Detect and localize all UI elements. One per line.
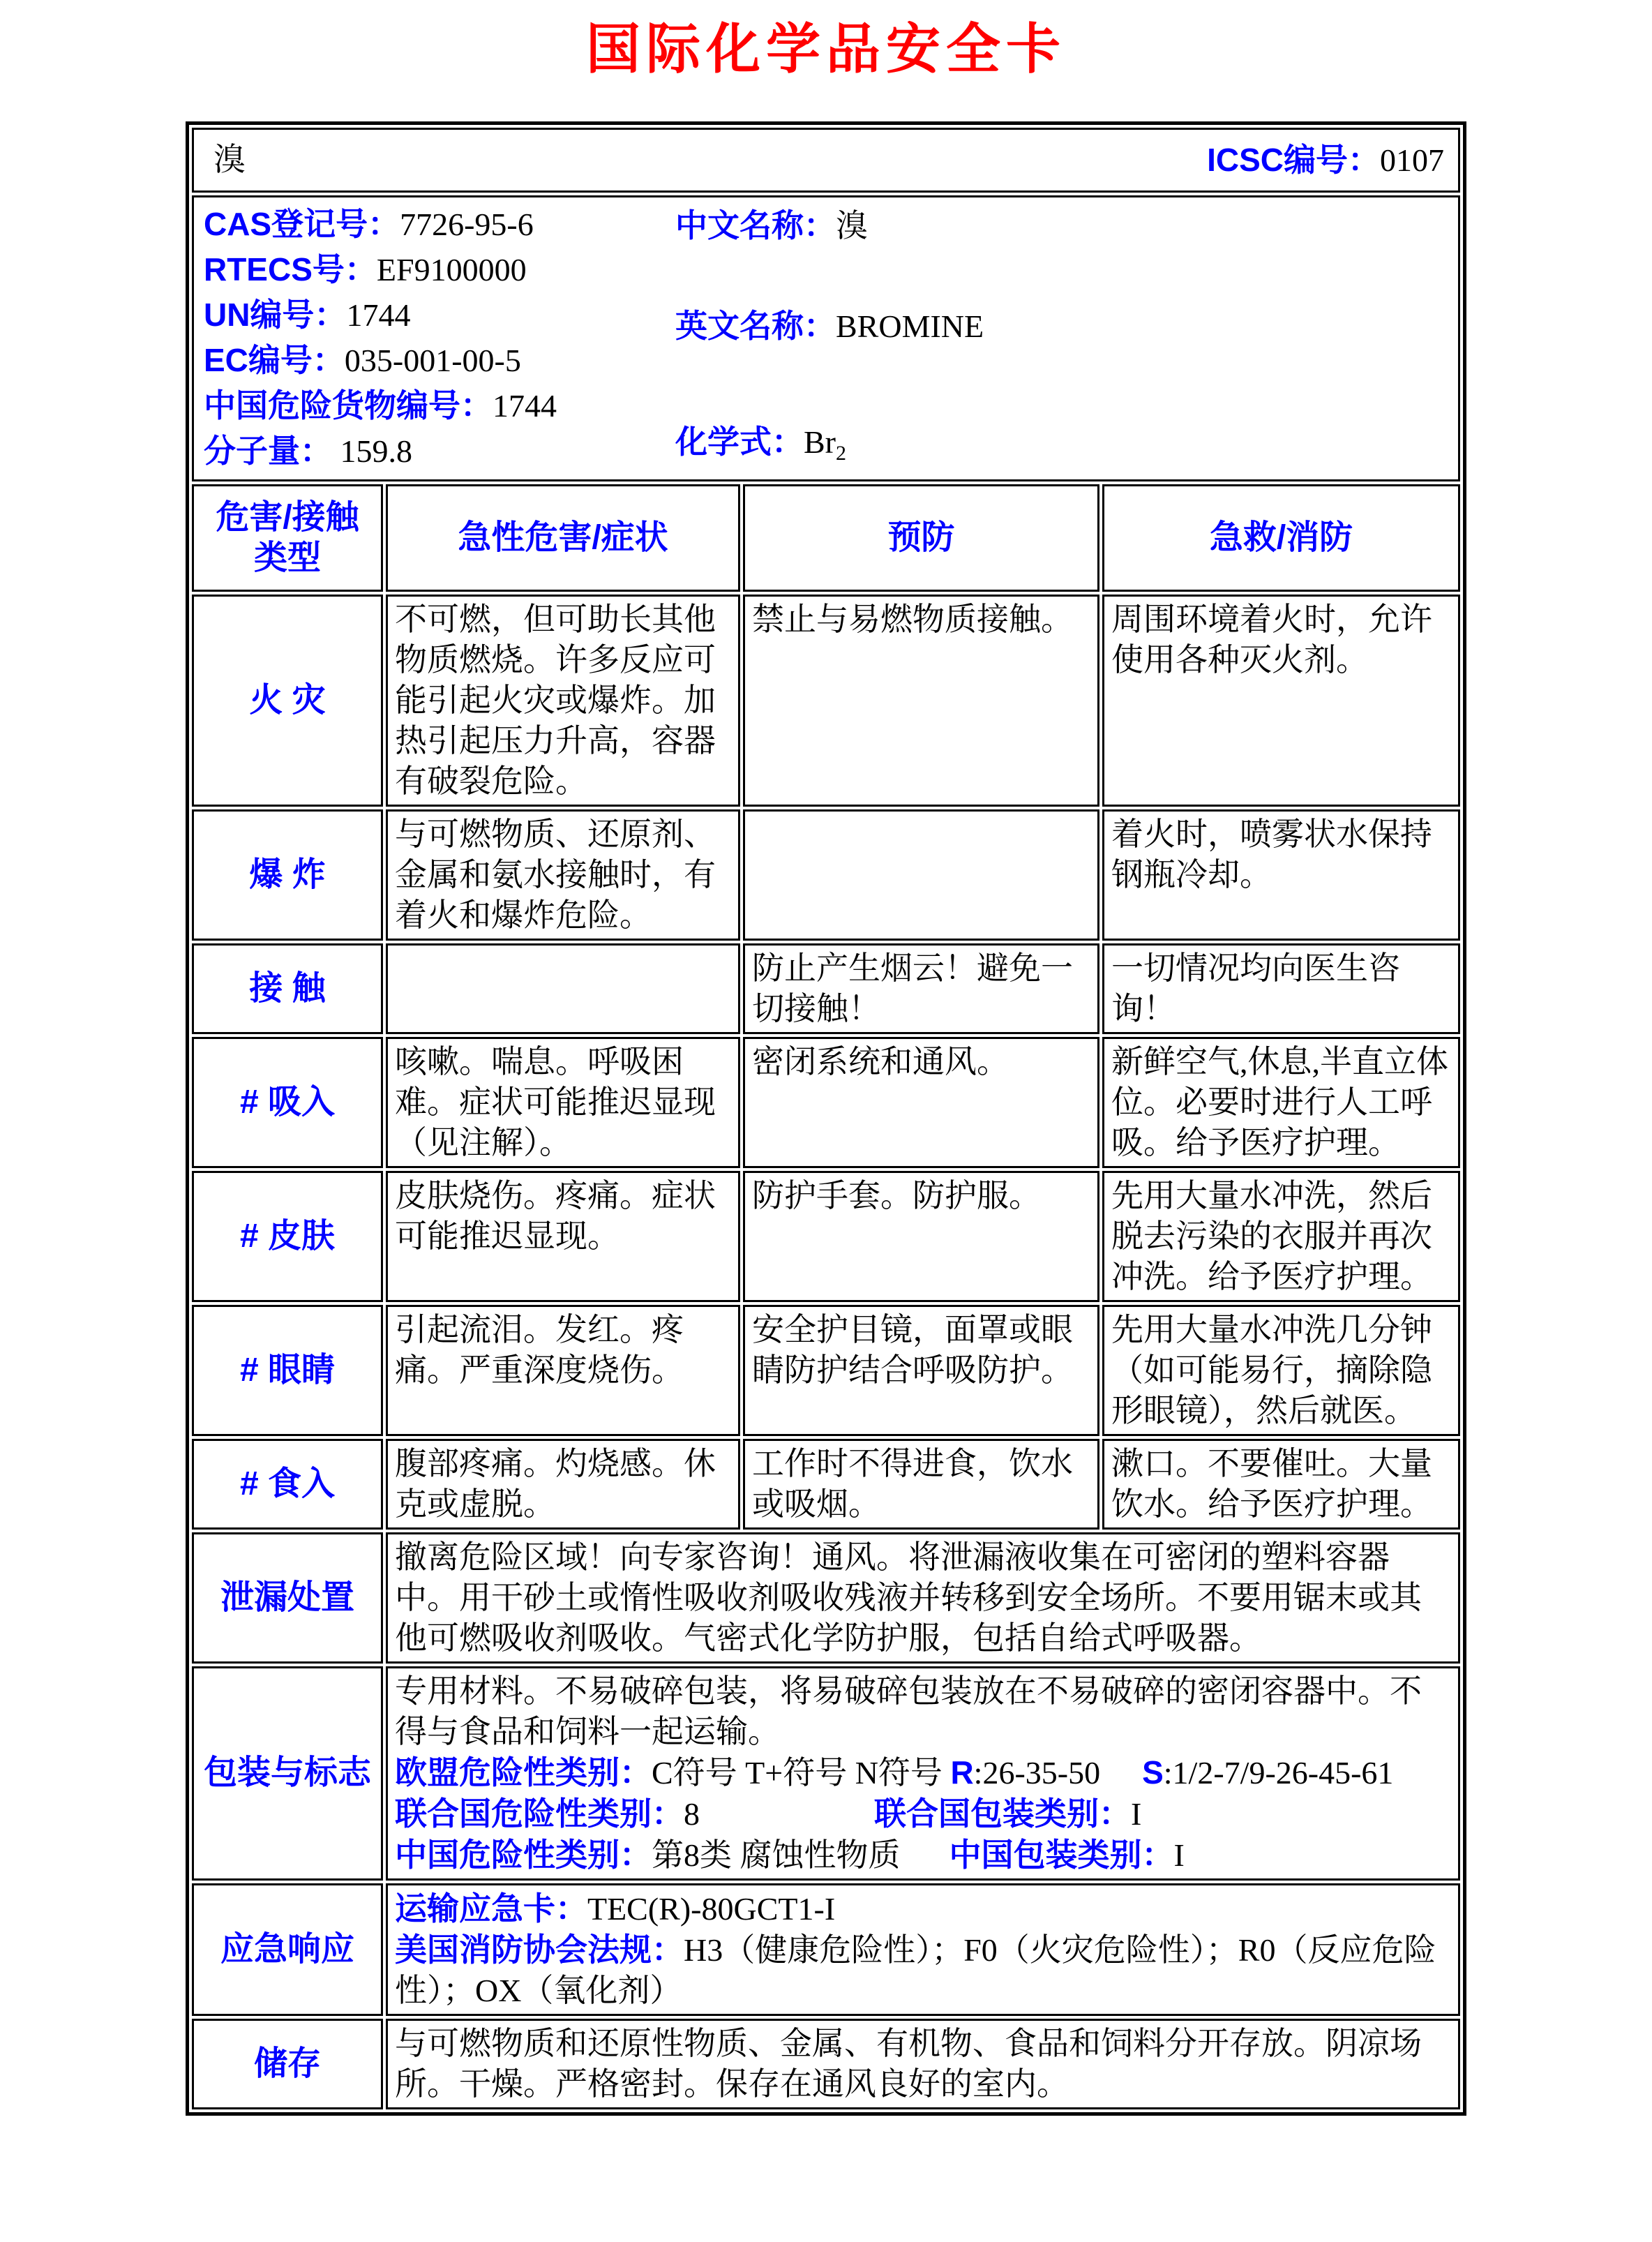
fire-prevention: 禁止与易燃物质接触。: [743, 595, 1099, 807]
eyes-first-aid: 先用大量水冲洗几分钟（如可能易行，摘除隐形眼镜），然后就医。: [1102, 1305, 1460, 1436]
exposure-symptoms: [386, 943, 740, 1034]
ingestion-first-aid: 漱口。不要催吐。大量饮水。给予医疗护理。: [1102, 1439, 1460, 1530]
row-label-explosion: 爆 炸: [192, 809, 383, 941]
row-label-inhalation: # 吸入: [192, 1037, 383, 1168]
explosion-first-aid: 着火时，喷雾状水保持钢瓶冷却。: [1102, 809, 1460, 941]
column-header-row: [192, 484, 1460, 592]
exposure-first-aid: 一切情况均向医生咨询！: [1102, 943, 1460, 1034]
row-label-skin: # 皮肤: [192, 1171, 383, 1302]
col-header-symptoms: 急性危害/症状: [386, 484, 740, 592]
packaging-un-line: 联合国危险性类别：8 联合国包装类别：I: [394, 1795, 1142, 1832]
name-row: [192, 128, 1460, 193]
row-label-storage: 储存: [192, 2019, 383, 2109]
emergency-nfpa-line: 美国消防协会法规：H3（健康危险性）；F0（火灾危险性）；R0（反应危险性）；OX（氧化剂）: [394, 1931, 1436, 2008]
r-phrases-value: :26-35-50: [973, 1754, 1101, 1791]
row-label-ingestion: # 食入: [192, 1439, 383, 1530]
row-label-exposure: 接 触: [192, 943, 383, 1034]
s-phrases-value: :1/2-7/9-26-45-61: [1163, 1754, 1394, 1791]
emergency-row: [192, 1883, 1460, 2016]
explosion-prevention: [743, 809, 1099, 941]
storage-row: [192, 2019, 1460, 2109]
english-name-line: 英文名称：BROMINE: [675, 307, 984, 344]
storage-text: 与可燃物质和还原性物质、金属、有机物、食品和饲料分开存放。阴凉场所。干燥。严格密封。保存在通风良好的室内。: [386, 2019, 1460, 2109]
explosion-symptoms: 与可燃物质、还原剂、金属和氨水接触时，有着火和爆炸危险。: [386, 809, 740, 941]
name-cell: [192, 128, 1460, 193]
row-label-emergency: 应急响应: [192, 1883, 383, 2016]
spill-text: 撤离危险区域！向专家咨询！通风。将泄漏液收集在可密闭的塑料容器中。用干砂土或惰性吸收剂吸收残液并转移到安全场所。不要用锯末或其他可燃吸收剂吸收。气密式化学防护服，包括自给式呼吸器。: [386, 1532, 1460, 1664]
fire-first-aid: 周围环境着火时，允许使用各种灭火剂。: [1102, 595, 1460, 807]
ingestion-symptoms: 腹部疼痛。灼烧感。休克或虚脱。: [386, 1439, 740, 1530]
packaging-cell: [386, 1666, 1460, 1881]
ingestion-prevention: 工作时不得进食，饮水或吸烟。: [743, 1439, 1099, 1530]
col-header-prevention: 预防: [743, 484, 1099, 592]
packaging-cn-line: 中国危险性类别：第8类 腐蚀性物质 中国包装类别：I: [394, 1836, 1185, 1873]
s-phrases-label: S: [1142, 1754, 1164, 1791]
identifier-rtecs: RTECS号：EF9100000: [203, 251, 527, 287]
icsc-card-table: [186, 121, 1466, 2116]
hazard-row-exposure: [192, 943, 1460, 1034]
hazard-row-explosion: [192, 809, 1460, 941]
hazard-row-fire: [192, 595, 1460, 807]
page-title: 国际化学品安全卡: [585, 17, 1066, 81]
r-phrases-label: R: [950, 1754, 974, 1791]
hazard-row-ingestion: [192, 1439, 1460, 1530]
inhalation-first-aid: 新鲜空气,休息,半直立体位。必要时进行人工呼吸。给予医疗护理。: [1102, 1037, 1460, 1168]
chinese-name-line: 中文名称：溴: [675, 207, 868, 244]
skin-prevention: 防护手套。防护服。: [743, 1171, 1099, 1302]
row-label-eyes: # 眼睛: [192, 1305, 383, 1436]
packaging-eu-line: 欧盟危险性类别：C符号 T+符号 N符号 R:26-35-50 S:1/2-7/9-26-45-61: [394, 1754, 1394, 1791]
hazard-row-eyes: [192, 1305, 1460, 1436]
identifier-china-dg: 中国危险货物编号：1744: [203, 387, 557, 424]
eyes-symptoms: 引起流泪。发红。疼痛。严重深度烧伤。: [386, 1305, 740, 1436]
packaging-row: [192, 1666, 1460, 1881]
emergency-cell: [386, 1883, 1460, 2016]
row-label-spill: 泄漏处置: [192, 1532, 383, 1664]
hazard-row-inhalation: [192, 1037, 1460, 1168]
chemical-name: 溴: [213, 142, 246, 178]
fire-symptoms: 不可燃，但可助长其他物质燃烧。许多反应可能引起火灾或爆炸。加热引起压力升高，容器有破裂危险。: [386, 595, 740, 807]
identifiers-row: [192, 195, 1460, 481]
identifiers-cell: [192, 195, 1460, 481]
col-header-hazard-type: 危害/接触类型: [192, 484, 383, 592]
emergency-tec-line: 运输应急卡：TEC(R)-80GCT1-I: [394, 1890, 836, 1927]
packaging-intro: 专用材料。不易破碎包装，将易破碎包装放在不易破碎的密闭容器中。不得与食品和饲料一起运输。: [394, 1673, 1422, 1749]
formula-line: 化学式：$Br_2$: [675, 423, 846, 465]
spill-row: [192, 1532, 1460, 1664]
row-label-fire: 火 灾: [192, 595, 383, 807]
col-header-first-aid: 急救/消防: [1102, 484, 1460, 592]
identifier-molweight: 分子量： 159.8: [203, 432, 412, 469]
identifier-ec: EC编号：035-001-00-5: [203, 341, 521, 378]
skin-symptoms: 皮肤烧伤。疼痛。症状可能推迟显现。: [386, 1171, 740, 1302]
eyes-prevention: 安全护目镜，面罩或眼睛防护结合呼吸防护。: [743, 1305, 1099, 1436]
inhalation-prevention: 密闭系统和通风。: [743, 1037, 1099, 1168]
icsc-number-label: ICSC编号：: [1207, 141, 1381, 178]
exposure-prevention: 防止产生烟云！避免一切接触！: [743, 943, 1099, 1034]
identifier-cas: CAS登记号：7726-95-6: [203, 205, 534, 242]
icsc-document-page: [0, 18, 1652, 2242]
skin-first-aid: 先用大量水冲洗，然后脱去污染的衣服并再次冲洗。给予医疗护理。: [1102, 1171, 1460, 1302]
hazard-row-skin: [192, 1171, 1460, 1302]
row-label-packaging: 包装与标志: [192, 1666, 383, 1881]
inhalation-symptoms: 咳嗽。喘息。呼吸困难。症状可能推迟显现（见注解）。: [386, 1037, 740, 1168]
identifier-un: UN编号：1744: [203, 296, 411, 333]
formula-subscript: 2: [835, 441, 846, 465]
icsc-number-value: 0107: [1380, 142, 1445, 178]
formula-base: Br: [803, 424, 836, 460]
